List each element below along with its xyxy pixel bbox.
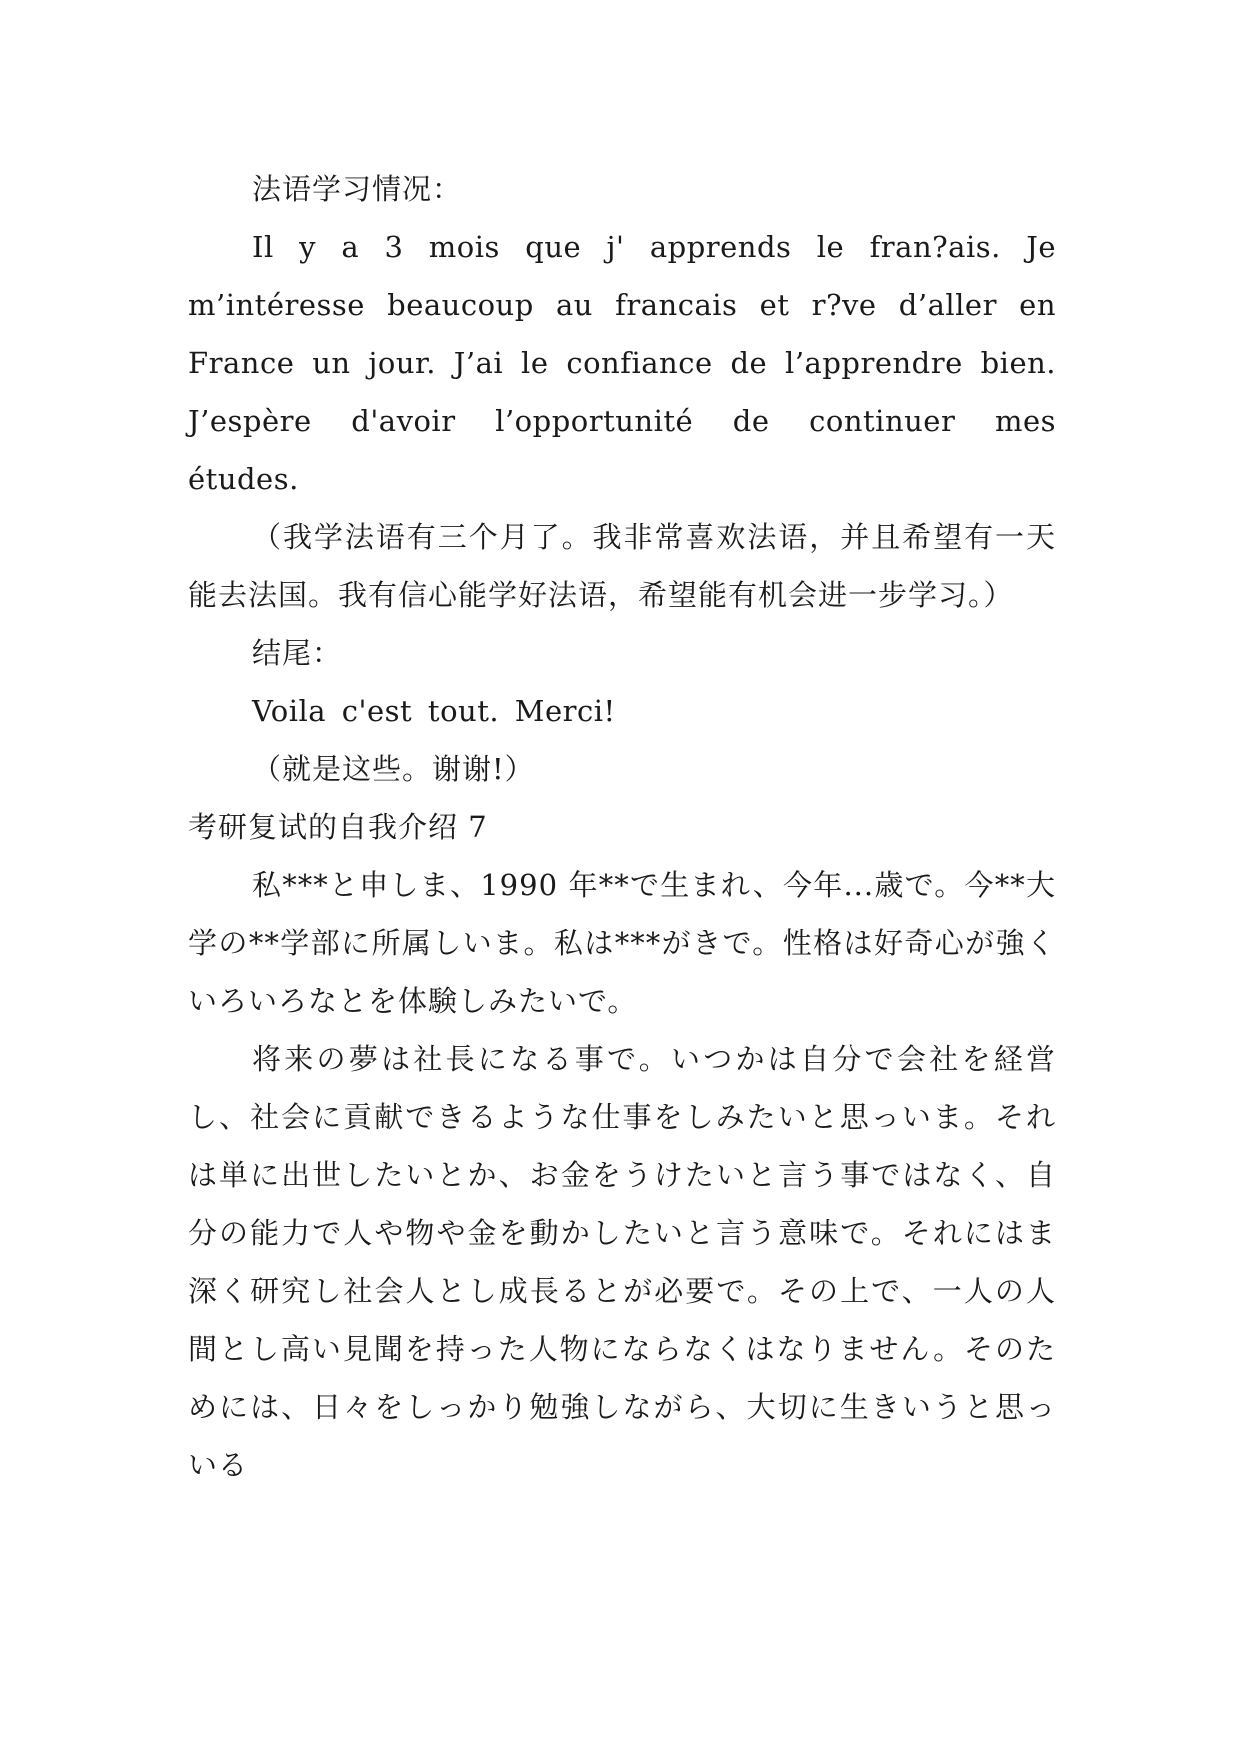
ending-translation: （就是这些。谢谢!） <box>252 752 535 786</box>
french-study-heading: 法语学习情况： <box>252 172 463 206</box>
japanese-paragraph-intro: 私***と申しま、1990 年**で生まれ、今年...歳で。今**大学の**学部に所属しいま。私は***がきで。性格は好奇心が強くいろいろなとを体験しみたいで。 <box>188 868 1056 1018</box>
french-paragraph: Il y a 3 mois que j' apprends le fran?ais. Je m’intéresse beaucoup au francais et r?ve d’aller en France un jour. J’ai le confiance de l’apprendre bien. J’espère d'avoir l’opportunité de continuer mes études. <box>188 230 1056 496</box>
japanese-paragraph-dream: 将来の夢は社長になる事で。いつかは自分で会社を経営し、社会に貢献できるような仕事をしみたいと思っいま。それは単に出世したいとか、お金をうけたいと言う事ではなく、自分の能力で人や物や金を動かしたいと言う意味で。それにはま深く研究し社会人とし成長るとが必要で。その上で、一人の人間とし高い見聞を持った人物にならなくはなりません。そのためには、日々をしっかり勉強しながら、大切に生きいうと思っいる <box>188 1042 1056 1482</box>
ending-heading: 结尾： <box>252 636 343 670</box>
ending-line: Voila c'est tout. Merci! <box>252 694 616 728</box>
section-title: 考研复试的自我介绍 7 <box>188 810 488 844</box>
document-body <box>188 160 1056 1494</box>
french-translation: （我学法语有三个月了。我非常喜欢法语，并且希望有一天能去法国。我有信心能学好法语，希望能有机会进一步学习。） <box>188 520 1056 612</box>
